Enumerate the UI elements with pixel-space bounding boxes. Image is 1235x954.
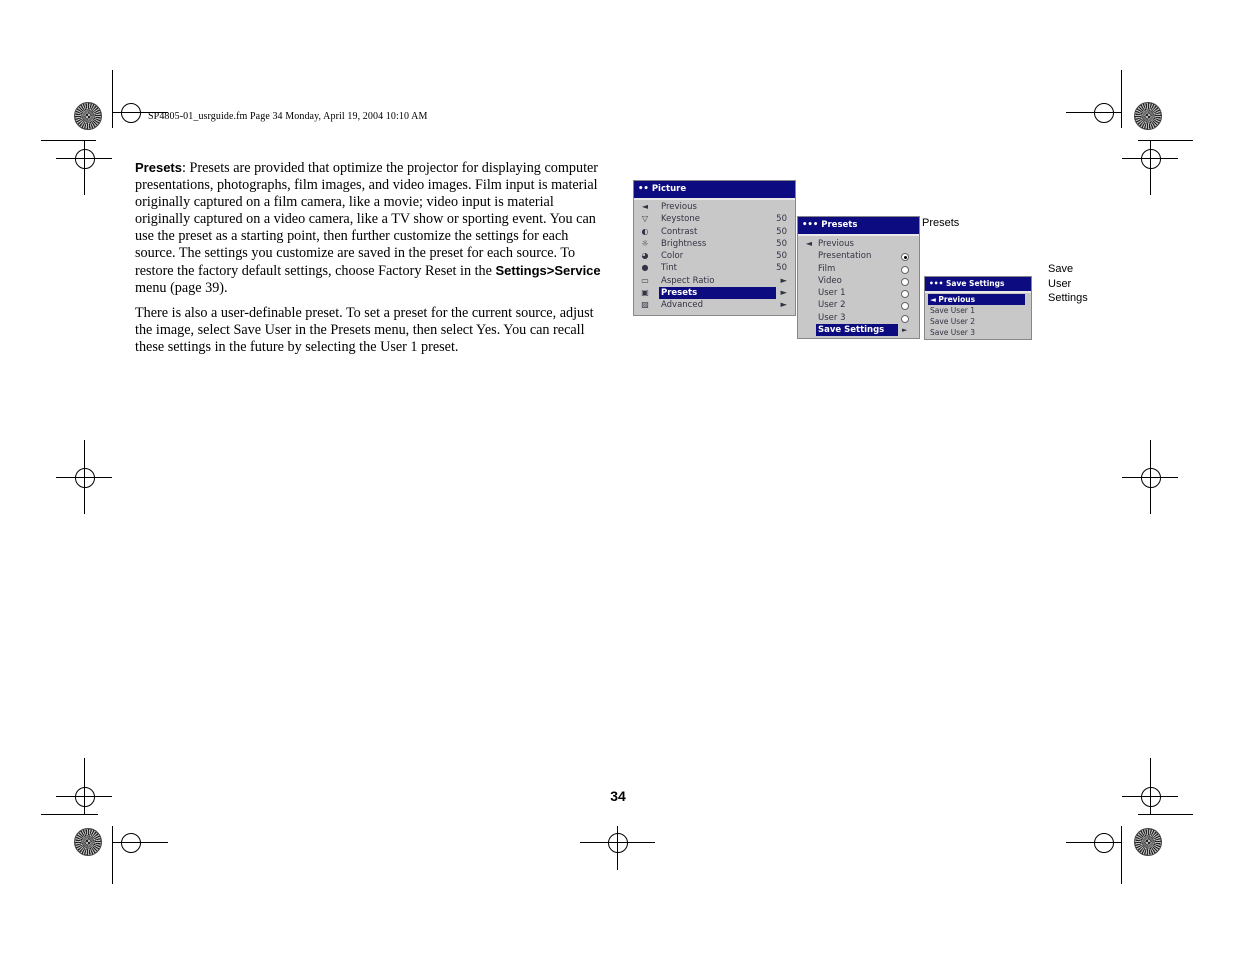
- menu-item-label: Presentation: [818, 251, 872, 262]
- crosshair-icon: [75, 149, 95, 169]
- menu-item-label: Film: [818, 263, 836, 274]
- radio-button-icon[interactable]: [901, 253, 909, 261]
- radio-button-icon[interactable]: [901, 290, 909, 298]
- menu-item-label: User 3: [818, 312, 846, 323]
- save-settings-item-save-user-2[interactable]: [925, 316, 1031, 327]
- picture-menu-item-color[interactable]: [634, 250, 795, 262]
- keystone-icon: ▽: [641, 214, 649, 224]
- color-icon: ◕: [641, 251, 649, 261]
- menu-item-label: Save User 1: [930, 306, 976, 315]
- registration-sun-icon: [1134, 102, 1162, 130]
- menu-item-label: User 1: [818, 288, 846, 299]
- crosshair-icon: [608, 833, 628, 853]
- menu-item-label: Contrast: [661, 226, 698, 237]
- picture-menu-item-advanced[interactable]: [634, 299, 795, 311]
- menu-item-value: 50: [776, 214, 787, 225]
- advanced-icon: ▨: [641, 300, 649, 310]
- presets-menu-item-video[interactable]: [798, 275, 919, 287]
- back-arrow-icon: ◄: [805, 239, 813, 248]
- picture-menu-item-contrast[interactable]: [634, 226, 795, 238]
- picture-menu-item-previous[interactable]: [634, 201, 795, 213]
- crosshair-icon: [121, 103, 141, 123]
- crosshair-icon: [1141, 787, 1161, 807]
- presets-menu-item-film[interactable]: [798, 263, 919, 275]
- crosshair-icon: [75, 468, 95, 488]
- menu-item-label: Keystone: [661, 214, 700, 225]
- menu-item-label: Presets: [659, 287, 776, 299]
- picture-menu-item-brightness[interactable]: [634, 238, 795, 250]
- presets-menu-item-user-3[interactable]: [798, 312, 919, 324]
- save-settings-menu-title: ••• Save Settings: [925, 277, 1031, 293]
- menu-item-label: Advanced: [661, 300, 703, 311]
- registration-sun-icon: [74, 828, 102, 856]
- menu-item-label: Aspect Ratio: [661, 275, 715, 286]
- crosshair-icon: [1094, 103, 1114, 123]
- presets-menu: [797, 216, 920, 339]
- file-info-header: SP4805-01_usrguide.fm Page 34 Monday, April 19, 2004 10:10 AM: [148, 111, 428, 122]
- presets-icon: ▣: [641, 288, 649, 298]
- save-settings-menu: [924, 276, 1032, 340]
- radio-button-icon[interactable]: [901, 266, 909, 274]
- presets-paragraph: Presets: Presets are provided that optimize the projector for displaying computer presentations, photographs, film images, and video images. Film input is material originally captured on a film camera, like a movie; video input is material originally captured on a video camera, like a TV show or sporting event. You can use the preset as a starting point, then further customize the settings for each source. The settings you customize are saved in the preset for each source. To restore the factory default settings, choose Factory Reset in the Settings>Service menu (page 39).: [135, 160, 601, 296]
- crosshair-icon: [75, 787, 95, 807]
- registration-sun-icon: [1134, 828, 1162, 856]
- menu-item-label: Video: [818, 275, 842, 286]
- picture-menu: [633, 180, 796, 316]
- menu-item-label: Brightness: [661, 238, 707, 249]
- menu-item-value: 50: [776, 263, 787, 274]
- presets-menu-item-presentation[interactable]: [798, 250, 919, 262]
- menu-item-value: 50: [776, 226, 787, 237]
- menu-item-label: Save Settings: [816, 324, 898, 336]
- save-settings-item-save-user-3[interactable]: [925, 327, 1031, 338]
- menu-item-label: Previous: [818, 239, 854, 249]
- back-arrow-icon: ◄: [641, 202, 649, 211]
- picture-menu-item-tint[interactable]: [634, 262, 795, 274]
- picture-menu-title: •• Picture: [634, 181, 795, 200]
- registration-sun-icon: [74, 102, 102, 130]
- menu-item-label: Color: [661, 251, 684, 262]
- crosshair-icon: [1094, 833, 1114, 853]
- picture-menu-item-aspect-ratio[interactable]: [634, 275, 795, 287]
- presets-menu-title: ••• Presets: [798, 217, 919, 236]
- user-preset-paragraph: There is also a user-definable preset. To set a preset for the current source, adjust the image, select Save User in the Presets menu, then select Yes. You can recall these settings in the future by selecting the User 1 preset.: [135, 305, 594, 355]
- menu-item-value: 50: [776, 238, 787, 249]
- menu-item-label: Previous: [661, 202, 697, 212]
- menu-item-value: ►: [780, 275, 787, 286]
- menu-item-label: Save User 3: [930, 328, 976, 337]
- menu-item-label: ◄ Previous: [928, 294, 1025, 305]
- presets-menu-item-save-settings[interactable]: [798, 324, 919, 336]
- save-settings-item-previous[interactable]: [925, 294, 1031, 305]
- radio-button-icon[interactable]: [901, 302, 909, 310]
- presets-menu-item-user-1[interactable]: [798, 287, 919, 299]
- menu-item-label: Save User 2: [930, 317, 976, 326]
- crosshair-icon: [1141, 468, 1161, 488]
- menu-item-value: ►: [780, 288, 787, 299]
- aspect-ratio-icon: ▭: [641, 275, 649, 285]
- picture-menu-item-presets[interactable]: [634, 287, 795, 299]
- contrast-icon: ◐: [641, 226, 649, 236]
- crosshair-icon: [121, 833, 141, 853]
- crosshair-icon: [1141, 149, 1161, 169]
- presets-caption: Presets: [922, 217, 960, 229]
- tint-icon: ●: [641, 263, 649, 273]
- radio-button-icon[interactable]: [901, 278, 909, 286]
- brightness-icon: ☼: [641, 238, 649, 248]
- menu-item-value: ►: [780, 300, 787, 311]
- picture-menu-item-keystone[interactable]: [634, 213, 795, 225]
- menu-item-value: 50: [776, 251, 787, 262]
- save-settings-item-save-user-1[interactable]: [925, 305, 1031, 316]
- submenu-arrow-icon: ►: [902, 326, 908, 335]
- page-number: 34: [610, 788, 626, 804]
- presets-term: Presets: [135, 160, 182, 175]
- menu-item-label: Tint: [661, 263, 678, 274]
- menu-path: Settings>Service: [495, 263, 601, 278]
- presets-menu-item-previous[interactable]: [798, 238, 919, 250]
- presets-menu-item-user-2[interactable]: [798, 299, 919, 311]
- menu-item-label: User 2: [818, 300, 846, 311]
- radio-button-icon[interactable]: [901, 315, 909, 323]
- save-settings-caption: Save User Settings: [1048, 263, 1088, 304]
